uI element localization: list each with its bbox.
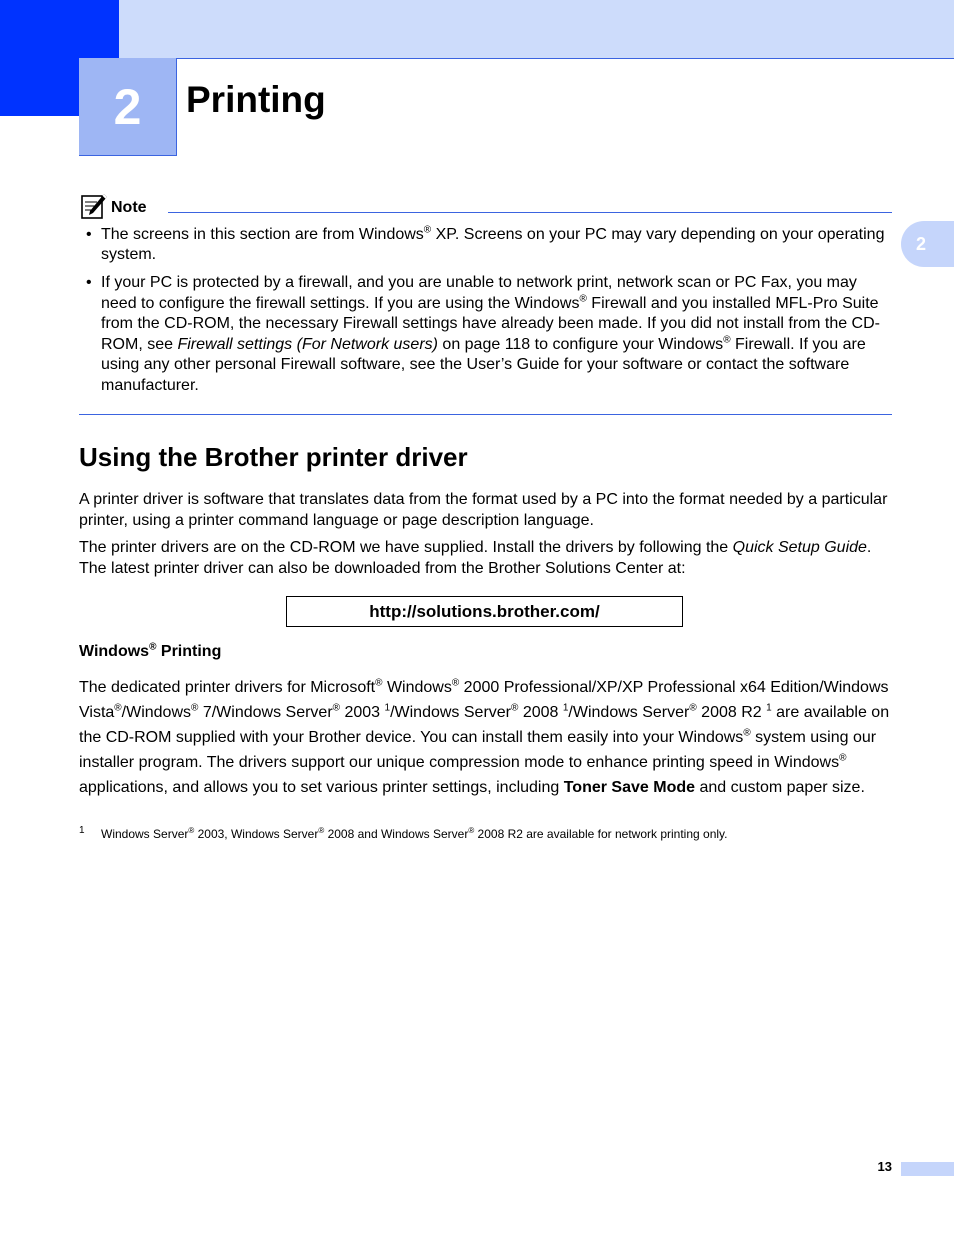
solutions-url-box[interactable]: [286, 596, 683, 627]
section-paragraph-2: The printer drivers are on the CD-ROM we have supplied. Install the drivers by following the Quick Setup Guide. The latest printer driver can also be downloaded from the Brother Solutions Center at:: [79, 539, 872, 577]
note-list: [86, 225, 892, 404]
bullet-icon: •: [86, 226, 92, 243]
note-item: • If your PC is protected by a firewall, and you are unable to network print, network scan or PC Fax, you may need to configure the firewall settings. If you are using the Windows® Firewall and you installed MFL-Pro Suite from the CD-ROM, the necessary Firewall settings have already been made. If you did not install from the CD-ROM, see Firewall settings (For Network users) on page 118 to configure your Windows® Firewall. If you are using any other personal Firewall software, see the User’s Guide for your software or contact the software manufacturer.: [86, 274, 880, 394]
footnote-ref[interactable]: 1: [384, 702, 391, 714]
note-pencil-icon: [80, 192, 108, 220]
footnote-number: 1: [79, 825, 85, 836]
toner-save-mode: Toner Save Mode: [563, 779, 696, 796]
solutions-url[interactable]: http://solutions.brother.com/: [369, 601, 600, 621]
subsection-title: Windows® Printing: [79, 641, 222, 660]
section-paragraph-1: A printer driver is software that translates data from the format used by a PC into the format needed by a particular printer, using a printer command language or page description language.: [79, 491, 888, 529]
subsection-paragraph: The dedicated printer drivers for Microsoft® Windows® 2000 Professional/XP/XP Professional x64 Edition/Windows Vista®/Windows® 7/Windows Server® 2003 $^1$/Windows Server® 2008 $^1$/Windows Server® 2008 R2 $^1$ are available on the CD-ROM supplied with your Brother device. You can install them easily into your Windows® system using our installer program. The drivers support our unique compression mode to enhance printing speed in Windows® applications, and allows you to set various printer settings, including Toner Save Mode and custom paper size.: [79, 677, 890, 796]
chapter-side-tab: [901, 221, 954, 267]
note-rule-top: [168, 212, 892, 213]
chapter-number-box: [79, 58, 177, 156]
page-footer-bar: [901, 1162, 954, 1176]
bullet-icon: •: [86, 274, 92, 291]
side-tab-label: 2: [916, 233, 927, 254]
footnote-ref[interactable]: 1: [562, 702, 569, 714]
chapter-number: 2: [113, 78, 142, 135]
note-label: Note: [111, 199, 147, 216]
footnote-text: Windows Server® 2003, Windows Server® 2008 and Windows Server® 2008 R2 are available for network printing only.: [101, 826, 728, 841]
note-rule-bottom: [79, 414, 892, 415]
header-band: [0, 0, 954, 59]
firewall-settings-link[interactable]: Firewall settings (For Network users): [177, 335, 438, 353]
chapter-title: Printing: [186, 79, 326, 120]
quick-setup-guide-ref: Quick Setup Guide: [732, 539, 867, 556]
footnote-ref[interactable]: 1: [766, 702, 772, 714]
page-number: 13: [877, 1159, 892, 1174]
section-title: Using the Brother printer driver: [79, 442, 468, 472]
note-item: • The screens in this section are from Windows® XP. Screens on your PC may vary depending on your operating system.: [86, 224, 885, 263]
